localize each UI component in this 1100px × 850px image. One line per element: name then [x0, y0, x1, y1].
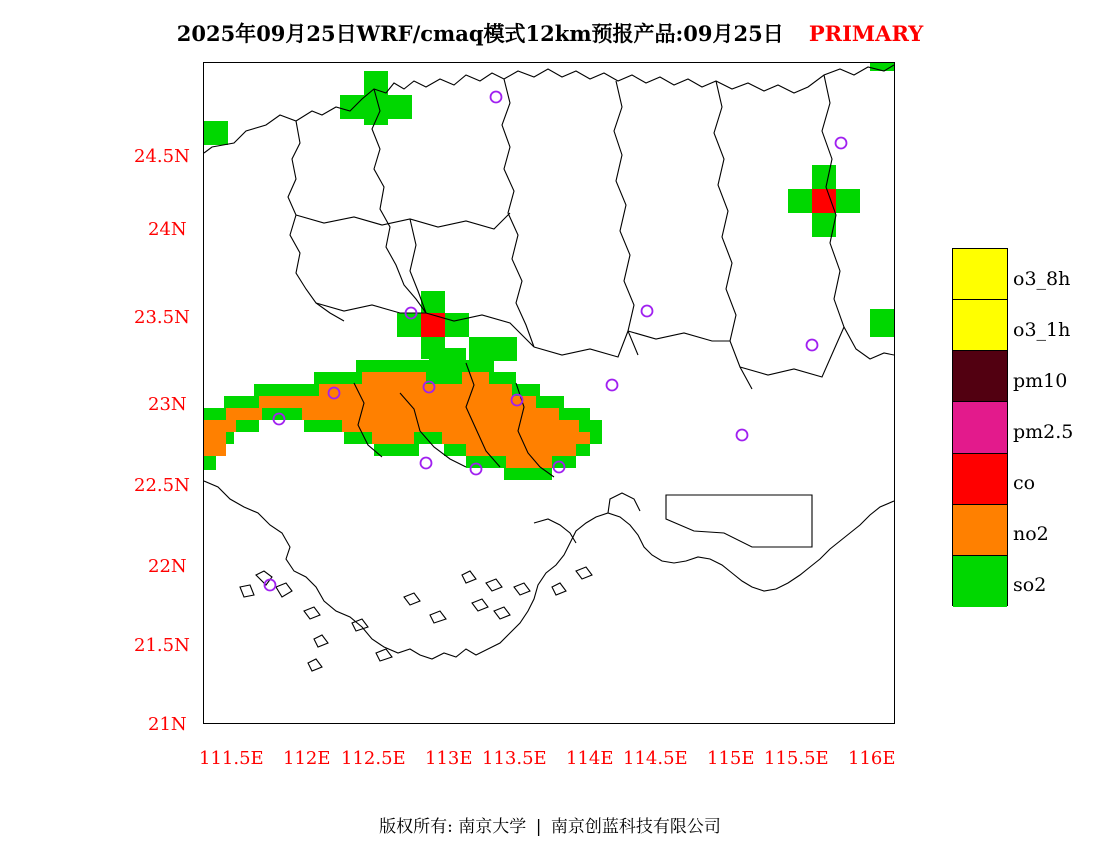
footer-left: 版权所有: 南京大学: [379, 817, 527, 837]
legend-labels: [1013, 248, 1100, 606]
y-tick-22N: 22N: [148, 556, 187, 577]
legend-swatch-pm2.5: [953, 402, 1007, 453]
legend-label-co: co: [1013, 472, 1036, 494]
x-tick-115.5E: 115.5E: [764, 748, 829, 769]
map-boundaries: [204, 65, 894, 671]
legend-swatch-so2: [953, 556, 1007, 607]
footer-right: 南京创蓝科技有限公司: [550, 817, 721, 837]
legend-label-o3_8h: o3_8h: [1013, 268, 1071, 290]
x-tick-112E: 112E: [283, 748, 331, 769]
legend-swatch-o3_1h: [953, 300, 1007, 351]
title-primary-badge: PRIMARY: [808, 21, 924, 46]
x-tick-114.5E: 114.5E: [623, 748, 688, 769]
x-tick-113E: 113E: [425, 748, 473, 769]
x-tick-116E: 116E: [848, 748, 896, 769]
y-tick-21N: 21N: [148, 714, 187, 735]
legend-swatch-co: [953, 454, 1007, 505]
station-markers: [265, 92, 847, 591]
legend-colorbar: [952, 248, 1008, 606]
legend-label-o3_1h: o3_1h: [1013, 319, 1071, 341]
y-tick-23N: 23N: [148, 394, 187, 415]
legend-label-no2: no2: [1013, 523, 1049, 545]
map-plot-area[interactable]: [203, 62, 895, 724]
page-title: [0, 18, 1100, 48]
pollutant-raster: [204, 63, 894, 480]
y-tick-23.5N: 23.5N: [134, 307, 190, 328]
x-tick-114E: 114E: [566, 748, 614, 769]
x-tick-113.5E: 113.5E: [482, 748, 547, 769]
footer-separator: |: [535, 817, 542, 837]
title-text: 2025年09月25日WRF/cmaq模式12km预报产品:09月25日: [176, 21, 784, 46]
legend-label-so2: so2: [1013, 574, 1047, 596]
legend-label-pm10: pm10: [1013, 370, 1068, 392]
legend-swatch-o3_8h: [953, 249, 1007, 300]
map-canvas: [204, 63, 894, 723]
x-tick-111.5E: 111.5E: [199, 748, 264, 769]
legend-swatch-no2: [953, 505, 1007, 556]
legend-label-pm2.5: pm2.5: [1013, 421, 1074, 443]
y-tick-24.5N: 24.5N: [134, 146, 190, 167]
x-tick-115E: 115E: [707, 748, 755, 769]
y-tick-22.5N: 22.5N: [134, 475, 190, 496]
legend-swatch-pm10: [953, 351, 1007, 402]
y-tick-21.5N: 21.5N: [134, 635, 190, 656]
x-tick-112.5E: 112.5E: [341, 748, 406, 769]
y-tick-24N: 24N: [148, 219, 187, 240]
copyright-footer: [0, 812, 1100, 837]
